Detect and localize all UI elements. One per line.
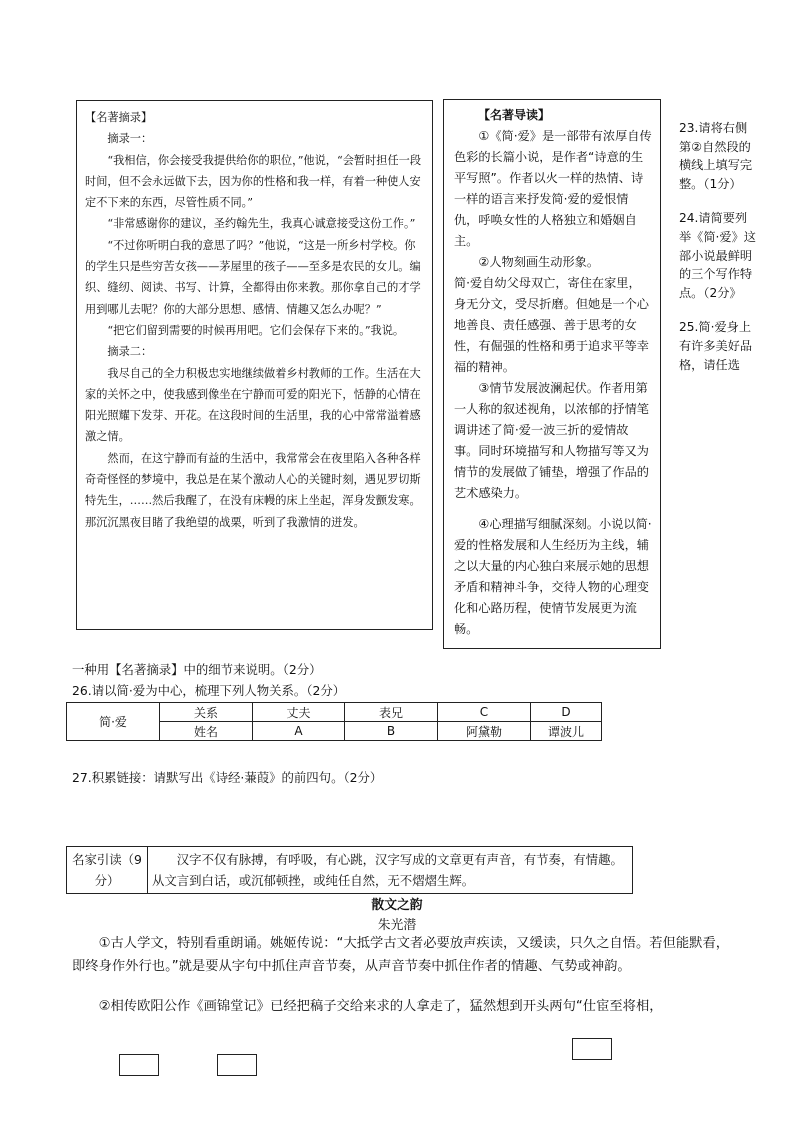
excerpt-label-1: 摘录一： <box>107 132 153 146</box>
guide-paragraph: 简·爱自幼父母双亡，寄住在家里，身无分文，受尽折磨。但她是一个心地善良、责任感强、善于思考的女性，有倔强的性格和勇于追求平等幸福的精神。 <box>454 276 649 374</box>
citation-label: 名家引读（9分） <box>67 847 148 894</box>
question-26: 26.请以简·爱为中心，梳理下列人物关系。（2分） <box>72 683 346 698</box>
guide-paragraph: ①《简·爱》是一部带有浓厚自传色彩的长篇小说，是作者“诗意的生平写照”。作者以火一样的热情、诗一样的语言来抒发简·爱的爱恨情仇，呼唤女性的人格独立和婚姻自主。 <box>454 129 652 248</box>
excerpt-paragraph: 然而，在这宁静而有益的生活中，我常常会在夜里陷入各种各样奇奇怪怪的梦境中，我总是在某个激动人心的关键时刻，遇见罗切斯特先生，……然后我醒了，在没有床幔的床上坐起，浑身发颤发寒。那沉沉黑夜目睹了我绝望的战栗，听到了我激情的迸发。 <box>85 451 421 529</box>
relation-table <box>66 702 602 741</box>
relation-center: 简·爱 <box>67 703 160 741</box>
excerpt-label-2: 摘录二： <box>107 345 153 359</box>
citation-text: 汉字不仅有脉搏，有呼吸，有心跳，汉字写成的文章更有声音，有节奏，有情趣。从文言到白话，或沉郁顿挫，或纯任自然，无不熠熠生辉。 <box>148 847 633 894</box>
essay-paragraph: ①古人学文，特别看重朗诵。姚姬传说：“大抵学古文者必要放声疾读，又缓读，只久之自悟。若但能默看，即终身作外行也。”就是要从字句中抓住声音节奏，从声音节奏中抓住作者的情趣、气势或神韵。 <box>72 936 730 974</box>
question-27: 27.积累链接：请默写出《诗经·蒹葭》的前四句。（2分） <box>72 770 383 785</box>
spacer <box>454 504 652 514</box>
guide-box <box>443 99 661 649</box>
excerpt-box <box>76 100 433 630</box>
guide-header: 【名著导读】 <box>478 108 551 122</box>
spacer <box>679 302 759 318</box>
citation-table <box>66 846 633 894</box>
answer-blank[interactable] <box>217 1054 257 1076</box>
relation-cell: 丈夫 <box>253 703 345 722</box>
relation-cell: C <box>438 703 531 722</box>
guide-paragraph: ②人物刻画生动形象。 <box>478 255 600 269</box>
question-23: 23.请将右侧第②自然段的横线上填写完整。（1分） <box>679 121 753 191</box>
relation-cell: 表兄 <box>345 703 438 722</box>
relation-cell: B <box>345 722 438 741</box>
excerpt-paragraph: “我相信，你会接受我提供给你的职位，”他说，“会暂时担任一段时间，但不会永远做下去，因为你的性格和我一样，有着一种使人安定不下来的东西，尽管性质不同。” <box>85 153 422 210</box>
excerpt-paragraph: “不过你听明白我的意思了吗？”他说，“这是一所乡村学校。你的学生只是些穷苦女孩——茅屋里的孩子——至多是农民的女儿。编织、缝纫、阅读、书写、计算，全都得由你来教。那你拿自己的才学用到哪儿去呢？你的大部分思想、感情、情趣又怎么办呢？” <box>85 238 421 316</box>
relation-cell: D <box>531 703 602 722</box>
essay-title: 散文之韵 <box>371 898 423 913</box>
relation-cell: 阿黛勒 <box>438 722 531 741</box>
question-25: 25.简·爱身上有许多美好品格，请任选 <box>679 320 753 372</box>
relation-cell: A <box>253 722 345 741</box>
essay-paragraph: ②相传欧阳公作《画锦堂记》已经把稿子交给来求的人拿走了，猛然想到开头两句“仕宦至将相， <box>98 999 663 1014</box>
essay-body-2 <box>72 995 732 1018</box>
answer-blank[interactable] <box>572 1038 612 1060</box>
guide-paragraph: ④心理描写细腻深刻。小说以简·爱的性格发展和人生经历为主线，辅之以大量的内心独白来展示她的思想矛盾和精神斗争，交待人物的心理变化和心路历程，使情节发展更为流畅。 <box>454 517 652 636</box>
relation-cell: 谭波儿 <box>531 722 602 741</box>
excerpt-paragraph: “非常感谢你的建议，圣约翰先生，我真心诚意接受这份工作。” <box>107 217 416 231</box>
excerpt-paragraph: 我尽自己的全力积极忠实地继续做着乡村教师的工作。生活在大家的关怀之中，使我感到像坐在宁静而可爱的阳光下，恬静的心情在阳光照耀下发芽、开花。在这段时间的生活里，我的心中常常溢着感激之情。 <box>85 366 421 444</box>
spacer <box>679 193 759 209</box>
question-24: 24.请简要列举《简·爱》这部小说最鲜明的三个写作特点。（2分》 <box>679 211 756 300</box>
guide-paragraph: ③情节发展波澜起伏。作者用第一人称的叙述视角，以浓郁的抒情笔调讲述了简·爱一波三折的爱情故事。同时环境描写和人物描写等又为情节的发展做了铺垫，增强了作品的艺术感染力。 <box>454 381 649 500</box>
question-25-continued: 一种用【名著摘录】中的细节来说明。（2分） <box>72 662 322 677</box>
essay-author: 朱光潜 <box>377 918 417 933</box>
answer-blank[interactable] <box>119 1054 159 1076</box>
relation-cell: 关系 <box>160 703 253 722</box>
relation-cell: 姓名 <box>160 722 253 741</box>
side-questions <box>679 119 759 374</box>
essay-body <box>72 932 732 978</box>
excerpt-header: 【名著摘录】 <box>85 111 153 124</box>
excerpt-paragraph: “把它们留到需要的时候再用吧。它们会保存下来的。”我说。 <box>107 323 405 337</box>
